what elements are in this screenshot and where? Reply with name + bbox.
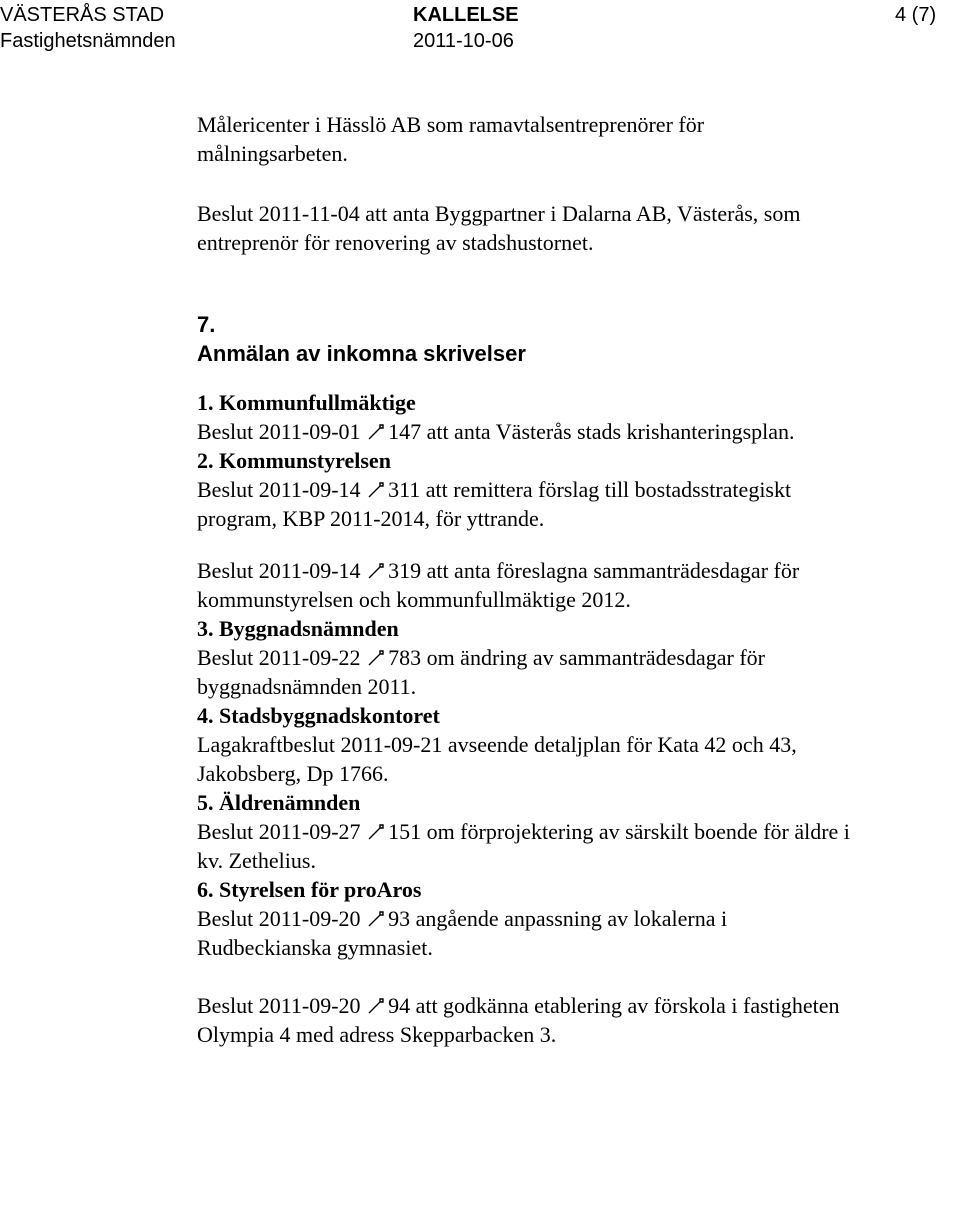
header-org: VÄSTERÅS STAD: [0, 4, 165, 26]
arrow-icon: [368, 998, 384, 1014]
header-title: KALLELSE: [413, 4, 519, 26]
arrow-icon: [368, 563, 384, 579]
decision-text: byggnadsnämnden 2011.: [197, 674, 417, 699]
text-line: målningsarbeten.: [197, 141, 348, 166]
decision-entry: [197, 730, 957, 788]
header-date: 2011-10-06: [413, 30, 514, 52]
decision-date: Beslut 2011-09-14: [197, 558, 361, 583]
section-number: 7.: [197, 312, 216, 337]
decision-entry: [197, 991, 957, 1049]
decision-entry: [197, 817, 957, 875]
decision-date: Beslut 2011-09-20: [197, 906, 361, 931]
decision-text: Lagakraftbeslut 2011-09-21 avseende detaljplan för Kata 42 och 43,: [197, 732, 797, 757]
item-heading: 5. Äldrenämnden: [197, 790, 361, 815]
arrow-icon: [368, 482, 384, 498]
decision-text: kommunstyrelsen och kommunfullmäktige 2012.: [197, 587, 631, 612]
item-heading: 3. Byggnadsnämnden: [197, 616, 399, 641]
decision-entry: [197, 643, 957, 701]
decision-text: 93 angående anpassning av lokalerna i: [388, 906, 728, 931]
decision-text: kv. Zethelius.: [197, 848, 316, 873]
decision-entry: [197, 475, 957, 533]
item-heading: 2. Kommunstyrelsen: [197, 448, 391, 473]
intro-paragraph-2: [197, 199, 957, 257]
header-department: Fastighetsnämnden: [0, 30, 176, 52]
decision-entry: [197, 417, 957, 446]
arrow-icon: [368, 911, 384, 927]
arrow-icon: [368, 650, 384, 666]
decision-entry: [197, 556, 957, 614]
decision-text: program, KBP 2011-2014, för yttrande.: [197, 506, 545, 531]
text-line: Beslut 2011-11-04 att anta Byggpartner i Dalarna AB, Västerås, som: [197, 201, 801, 226]
decision-date: Beslut 2011-09-14: [197, 477, 361, 502]
item-heading: 4. Stadsbyggnadskontoret: [197, 703, 440, 728]
arrow-icon: [368, 424, 384, 440]
header-page-number: 4 (7): [895, 4, 937, 26]
decision-text: 311 att remittera förslag till bostadsstrategiskt: [388, 477, 792, 502]
decision-date: Beslut 2011-09-27: [197, 819, 361, 844]
decision-text: 319 att anta föreslagna sammanträdesdagar för: [388, 558, 800, 583]
text-line: entreprenör för renovering av stadshustornet.: [197, 230, 594, 255]
decision-entry: [197, 904, 957, 962]
item-heading: 1. Kommunfullmäktige: [197, 390, 416, 415]
intro-paragraph-1: [197, 110, 957, 168]
decision-text: 783 om ändring av sammanträdesdagar för: [388, 645, 765, 670]
decision-text: 151 om förprojektering av särskilt boende för äldre i: [388, 819, 850, 844]
document-body: [197, 110, 957, 1049]
item-heading: 6. Styrelsen för proAros: [197, 877, 422, 902]
decision-text: 147 att anta Västerås stads krishanteringsplan.: [388, 419, 795, 444]
decision-date: Beslut 2011-09-20: [197, 993, 361, 1018]
decision-text: Jakobsberg, Dp 1766.: [197, 761, 389, 786]
decision-text: Olympia 4 med adress Skepparbacken 3.: [197, 1022, 557, 1047]
decision-date: Beslut 2011-09-01: [197, 419, 361, 444]
arrow-icon: [368, 824, 384, 840]
decision-text: Rudbeckianska gymnasiet.: [197, 935, 433, 960]
text-line: Målericenter i Hässlö AB som ramavtalsentreprenörer för: [197, 112, 705, 137]
decision-text: 94 att godkänna etablering av förskola i fastigheten: [388, 993, 840, 1018]
section-title: Anmälan av inkomna skrivelser: [197, 341, 526, 366]
decision-date: Beslut 2011-09-22: [197, 645, 361, 670]
